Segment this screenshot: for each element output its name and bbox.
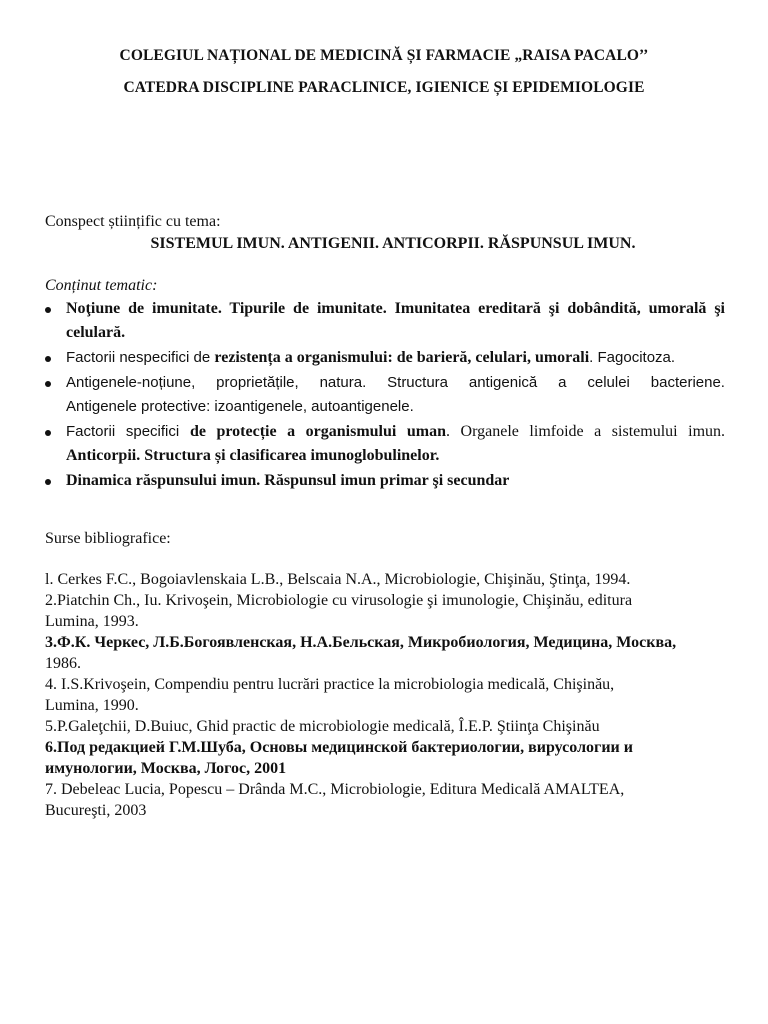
bullet-text: de protecție a organismului uman [189,423,447,440]
content-label: Conținut tematic: [45,277,158,294]
bullet-icon [45,430,51,436]
sources-label: Surse bibliografice: [45,530,171,547]
reference-item [45,632,725,674]
reference-line: 7. Debeleac Lucia, Popescu – Drânda M.C., Microbiologie, Editura Medicală AMALTEA, [45,781,625,798]
bullet-text: Factorii nespecifici de [66,349,215,366]
reference-line: Lumina, 1990. [45,697,139,714]
bullet-text-line: celulară. [66,324,126,341]
reference-line: Bucureşti, 2003 [45,802,147,819]
reference-line: 5.P.Galeţchii, D.Buiuc, Ghid practic de microbiologie medicală, Î.E.P. Ştiinţa Chişinău [45,718,600,735]
content-bullet-list [45,297,725,494]
reference-line: 1986. [45,655,81,672]
bullet-text-line: Dinamica răspunsului imun. Răspunsul imun primar şi secundar [66,472,510,489]
reference-line: 6.Под редакцией Г.М.Шуба, Основы медицинской бактериологии, вирусологии и [45,739,633,756]
list-item [45,420,725,468]
bullet-text-line: Antigenele protective: izoantigenele, autoantigenele. [66,398,414,415]
reference-line: 4. I.S.Krivoşein, Compendiu pentru lucrări practice la microbiologia medicală, Chişinău, [45,676,615,693]
bullet-text: Factorii specifici [66,423,190,440]
reference-item [45,569,725,590]
reference-item [45,590,725,632]
intro-text: Conspect științific cu tema: [45,213,221,230]
bullet-icon [45,381,51,387]
bullet-text: Antigenele-noțiune, proprietățile, natura. Structura antigenică a [66,374,588,391]
department-name: CATEDRA DISCIPLINE PARACLINICE, IGIENICE ȘI EPIDEMIOLOGIE [123,79,645,96]
bullet-text-line: Anticorpii. Structura și clasificarea imunoglobulinelor. [66,447,440,464]
college-name: COLEGIUL NAȚIONAL DE MEDICINĂ ȘI FARMACIE „RAISA PACALO’’ [119,47,649,64]
list-item [45,469,725,493]
bullet-icon [45,356,51,362]
list-item [45,297,725,345]
bullet-text: rezistența a organismului: de barieră, celulari, umorali [214,349,590,366]
bullet-icon [45,307,51,313]
list-item [45,371,725,419]
reference-line: Lumina, 1993. [45,613,139,630]
reference-line: 3.Ф.К. Черкес, Л.Б.Богоявленская, Н.А.Бельская, Микробиология, Медицина, Москва, [45,634,677,651]
bullet-icon [45,479,51,485]
topic-title: SISTEMUL IMUN. ANTIGENII. ANTICORPII. RĂSPUNSUL IMUN. [150,235,636,252]
list-item [45,346,725,370]
reference-item [45,674,725,716]
reference-list [45,569,725,821]
reference-line: 2.Piatchin Ch., Iu. Krivoşein, Microbiologie cu virusologie şi imunologie, Chişinău, editura [45,592,633,609]
bullet-text: celulei bacteriene. [587,374,725,391]
reference-item [45,779,725,821]
reference-item [45,737,725,779]
reference-item [45,716,725,737]
reference-line: имунологии, Москва, Логос, 2001 [45,760,287,777]
bullet-text: . Organele limfoide a sistemului imun. [446,423,726,440]
reference-line: l. Cerkes F.C., Bogoiavlenskaia L.B., Belscaia N.A., Microbiologie, Chişinău, Ştinţa, 1994. [45,571,631,588]
bullet-text-line: Noţiune de imunitate. Tipurile de imunitate. Imunitatea ereditară şi dobândită, umorală şi [66,300,725,317]
bullet-text: . Fagocitoza. [589,349,676,366]
